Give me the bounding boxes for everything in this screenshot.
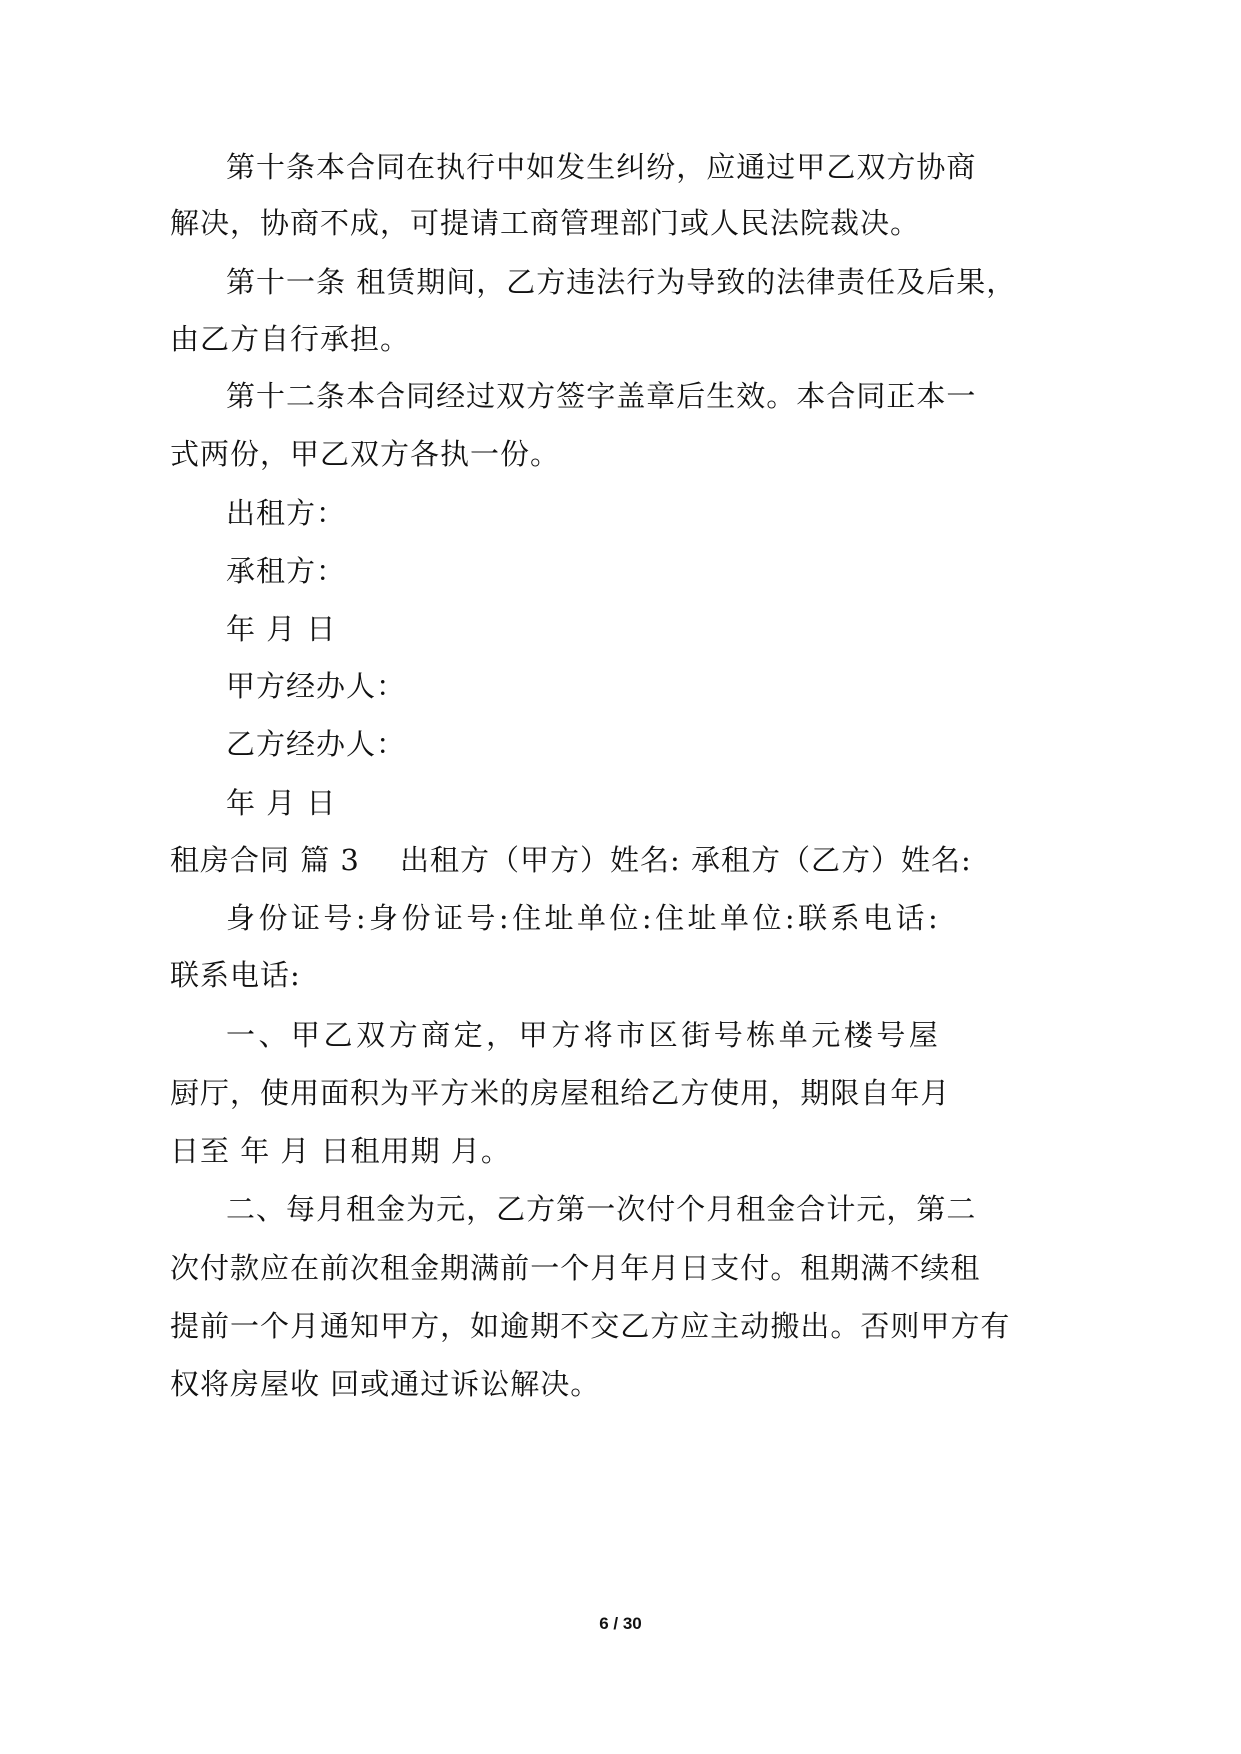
section-title: 租房合同 篇 3 bbox=[170, 843, 360, 877]
party-names-line: 出租方（甲方）姓名: 承租方（乙方）姓名: bbox=[400, 843, 972, 877]
page-number: 6 / 30 bbox=[599, 1614, 642, 1633]
document-page: 第 十 条 本 合 同 在 执 行 中 如 发 生 纠 纷 ， 应 通 过 甲 乙 双 方 协 商 解决，协商不成，可提请工商管理部门或人民法院裁决。 第十一条 租赁期间，乙方违法行为导致的法律责任及后果， 由乙方自行承担。 第 十 二 条 本 合 同 经 过 双 方 签 字 盖 章 后 生 效 。 本 合 同 正 本 一 式两份，甲乙双方各执一份。 出租方： 承租方： 年 月 日 甲方经办人： 乙方经办人： 年 月 日 租房合同 篇 3 出租方（甲方）姓名: 承租方（乙方）姓名: 身 份 证 号 : 身 份 证 号 : 住 址 单 位 : 住 址 单 位 : 联 系 电 话 : 联系电话: 一 、 甲 乙 双 方 商 定 ， 甲 方 将 市 区 街 号 栋 单 元 楼 号 屋 厨 厅 ， 使 用 面 积 为 平 方 米 的 房 屋 租 给 乙 方 使 用 ， 期 限 自 年 月 日至 年 月 日租用期 月。 二 、 每 月 租 金 为 元 ， 乙 方 第 一 次 付 个 月 租 金 合 计 元 ， 第 二 次 付 款 应 在 前 次 租 金 期 满 前 一 个 月 年 月 日 支 付 。 租 期 满 不 续 租 提 前 一 个 月 通 知 甲 方 ， 如 逾 期 不 交 乙 方 应 主 动 搬 出 。 否 则 甲 方 有 权将房屋收 回或通过诉讼解决。 6 / 30 bbox=[0, 0, 1241, 1754]
